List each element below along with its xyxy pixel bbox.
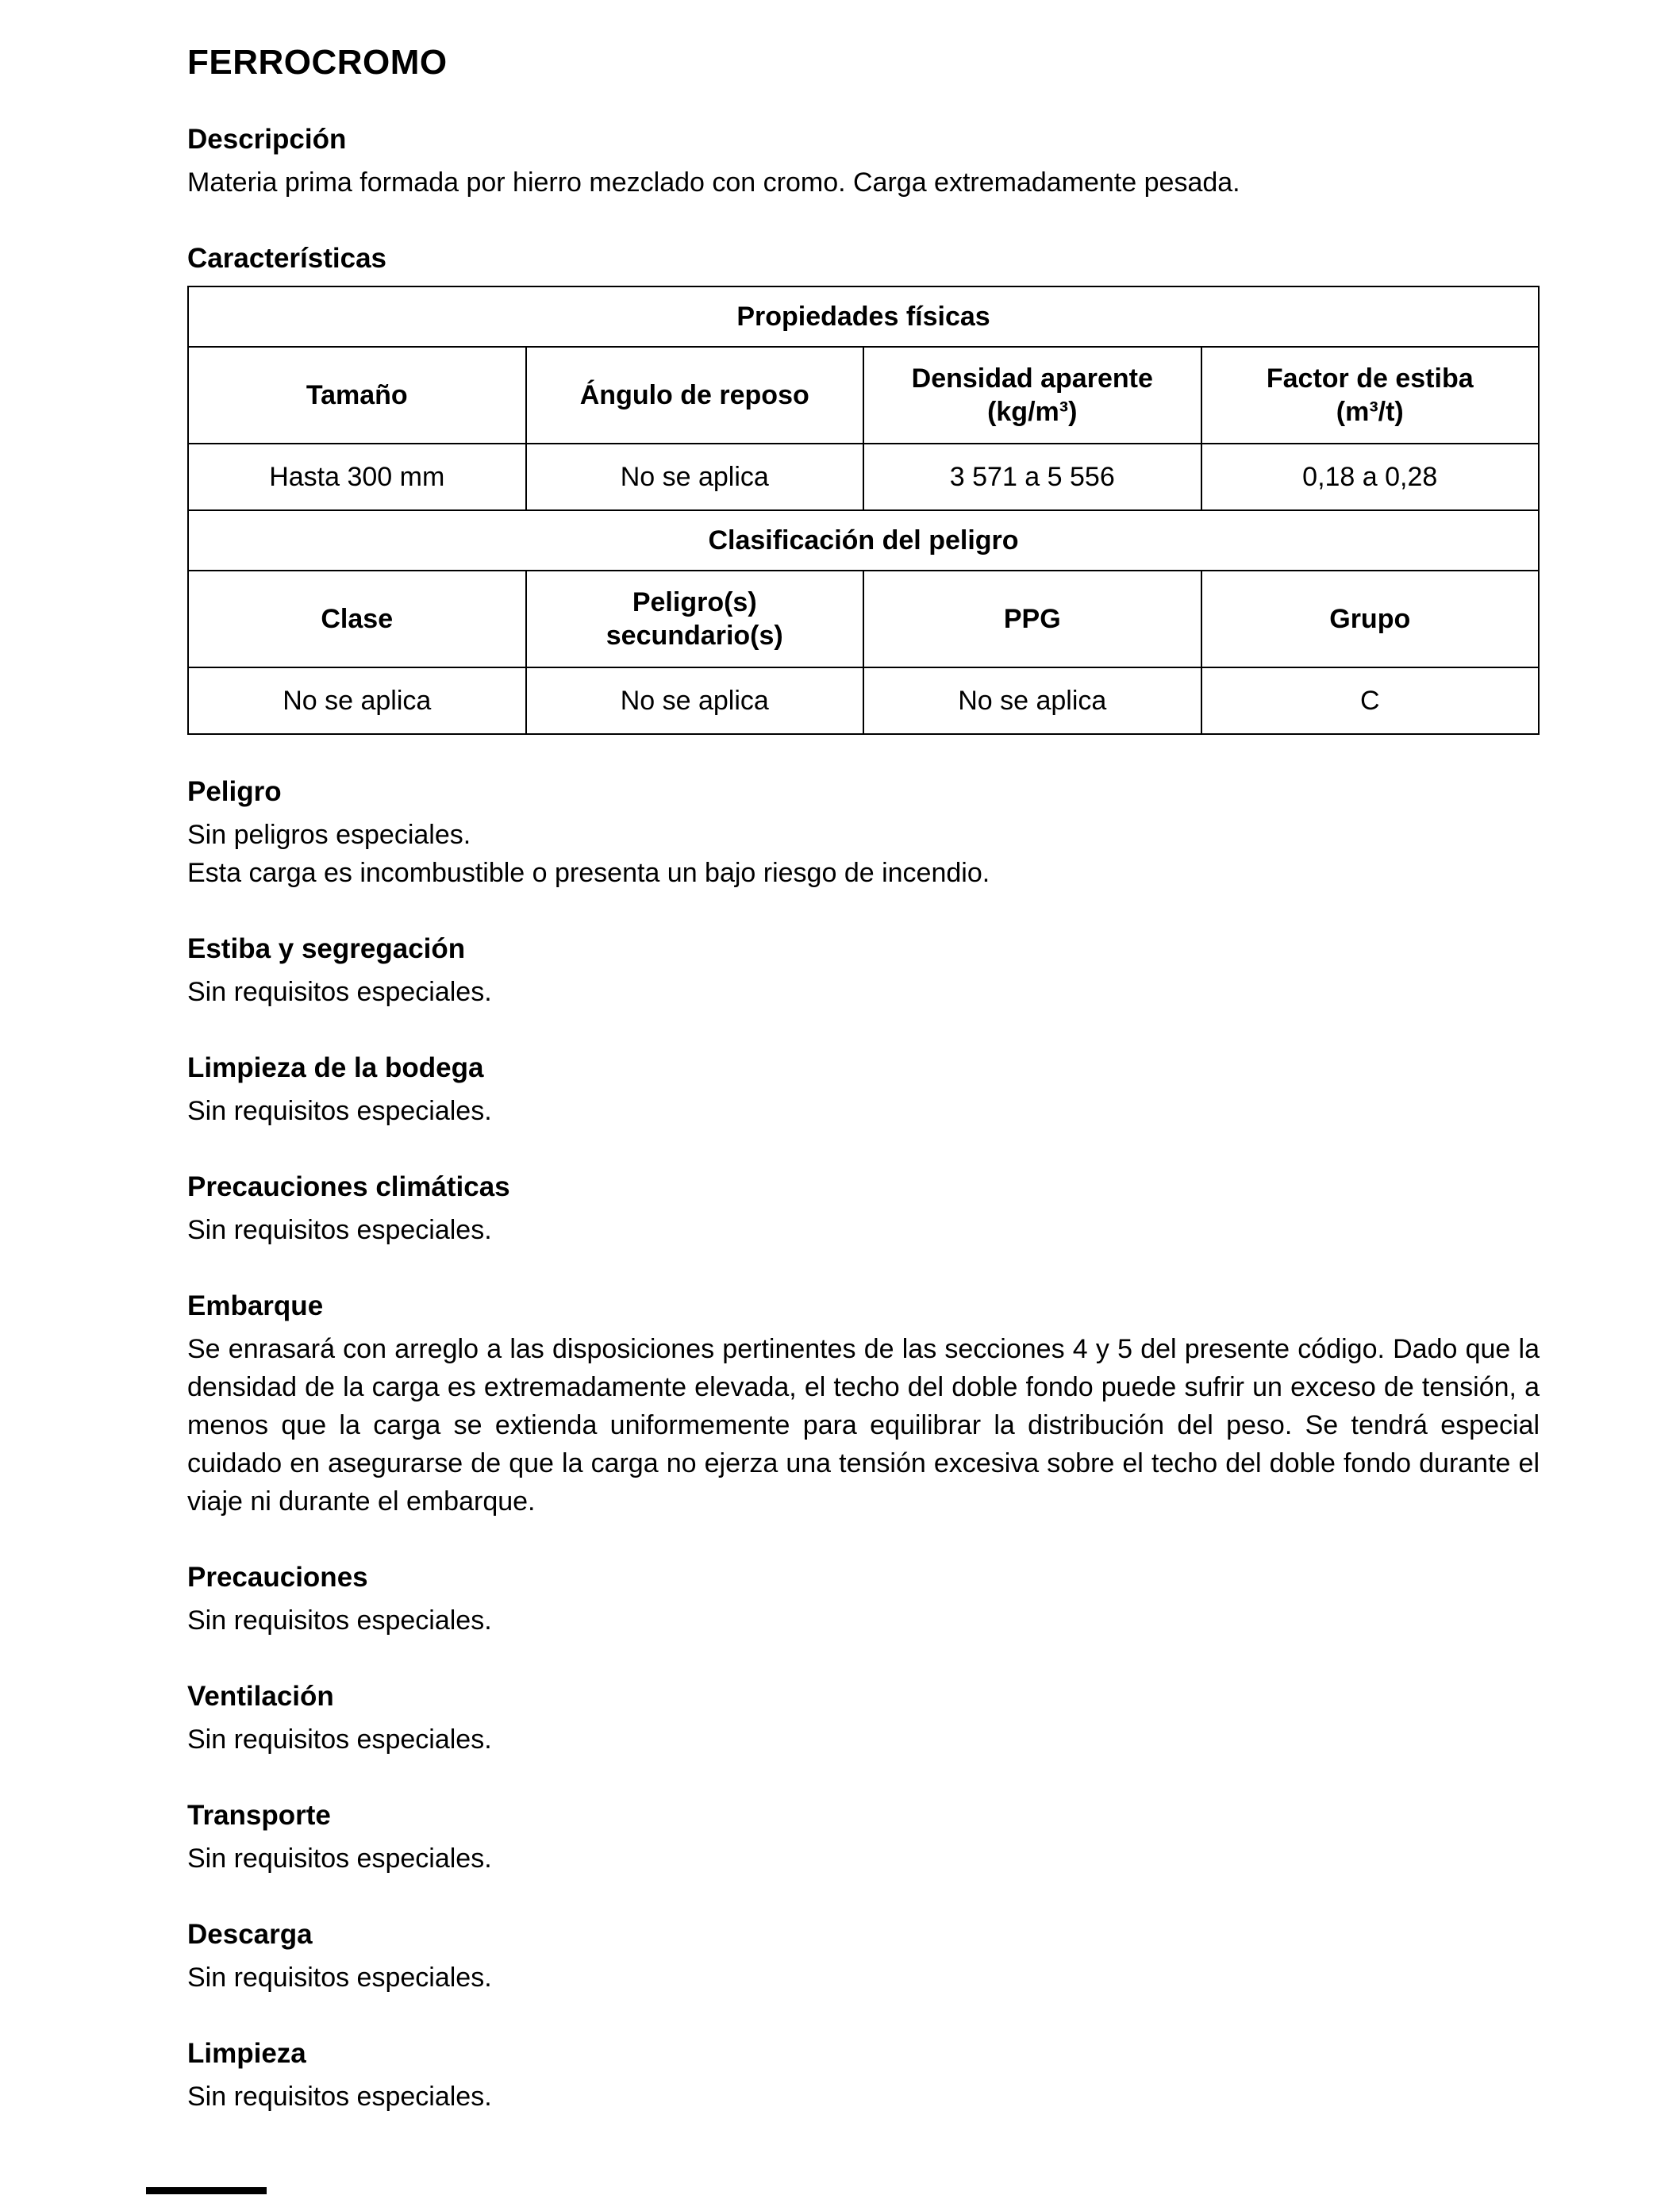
- col-header-unit: (m³/t): [1336, 397, 1404, 427]
- heading-estiba-y-segregacion: Estiba y segregación: [187, 933, 466, 964]
- col-header-clase: [188, 571, 526, 667]
- page-bottom-mark: [146, 2187, 267, 2194]
- heading-transporte: Transporte: [187, 1800, 331, 1831]
- cell-densidad-aparente: 3 571 a 5 556: [863, 444, 1201, 510]
- heading-peligro: Peligro: [187, 776, 282, 807]
- paragraph: Sin requisitos especiales.: [187, 2082, 492, 2112]
- paragraph: Esta carga es incombustible o presenta un bajo riesgo de incendio.: [187, 858, 990, 888]
- paragraph: Sin peligros especiales.: [187, 820, 471, 850]
- col-header-peligros-secundarios: [526, 571, 864, 667]
- col-header-label: Grupo: [1329, 604, 1411, 634]
- table-row: [188, 571, 1539, 667]
- col-header-grupo: [1201, 571, 1540, 667]
- heading-embarque: Embarque: [187, 1290, 324, 1321]
- table-row: [188, 444, 1539, 510]
- paragraph: Se enrasará con arreglo a las disposiciones pertinentes de las secciones 4 y 5 del presente código. Dado que la densidad de la carga es extremadamente elevada, el techo del doble fondo puede sufrir un exceso de tensión, a menos que la carga se extienda uniformemente para equilibrar la distribución del peso. Se tendrá especial cuidado en asegurarse de que la carga no ejerza una tensión excesiva sobre el techo del doble fondo durante el viaje ni durante el embarque.: [187, 1334, 1540, 1517]
- section-descarga: [187, 1919, 1540, 1997]
- heading-precauciones-climaticas: Precauciones climáticas: [187, 1171, 510, 1202]
- col-header-ppg: [863, 571, 1201, 667]
- heading-limpieza: Limpieza: [187, 2038, 306, 2069]
- section-precauciones-climaticas: [187, 1171, 1540, 1249]
- col-header-angulo-de-reposo: [526, 347, 864, 444]
- paragraph: Sin requisitos especiales.: [187, 1963, 492, 1993]
- page-title: FERROCROMO: [187, 43, 448, 82]
- table-row: [188, 510, 1539, 571]
- section-limpieza: [187, 2038, 1540, 2116]
- col-header-label: Densidad aparente: [911, 363, 1153, 394]
- cell-ppg: No se aplica: [863, 667, 1201, 734]
- heading-ventilacion: Ventilación: [187, 1681, 334, 1712]
- col-header-label: PPG: [1003, 604, 1061, 634]
- cell-tamano: Hasta 300 mm: [188, 444, 526, 510]
- section-estiba-y-segregacion: [187, 933, 1540, 1011]
- cell-grupo: C: [1201, 667, 1540, 734]
- heading-descarga: Descarga: [187, 1919, 313, 1950]
- col-header-densidad-aparente: [863, 347, 1201, 444]
- section-precauciones: [187, 1562, 1540, 1640]
- paragraph: Sin requisitos especiales.: [187, 977, 492, 1007]
- section-embarque: [187, 1290, 1540, 1521]
- section-ventilacion: [187, 1681, 1540, 1759]
- col-header-label: Tamaño: [306, 380, 408, 410]
- heading-limpieza-de-la-bodega: Limpieza de la bodega: [187, 1052, 484, 1083]
- heading-descripcion: Descripción: [187, 124, 347, 155]
- col-header-label: secundario(s): [605, 621, 783, 651]
- col-header-factor-de-estiba: [1201, 347, 1540, 444]
- table-row: [188, 347, 1539, 444]
- table-row: [188, 667, 1539, 734]
- table-section-title-propiedades-fisicas: Propiedades físicas: [188, 286, 1539, 347]
- paragraph: Sin requisitos especiales.: [187, 1844, 492, 1874]
- section-peligro: [187, 776, 1540, 892]
- paragraph-descripcion: Materia prima formada por hierro mezclado con cromo. Carga extremadamente pesada.: [187, 167, 1240, 198]
- col-header-label: Factor de estiba: [1266, 363, 1474, 394]
- heading-precauciones: Precauciones: [187, 1562, 368, 1593]
- paragraph: Sin requisitos especiales.: [187, 1096, 492, 1126]
- table-section-title-clasificacion-del-peligro: Clasificación del peligro: [188, 510, 1539, 571]
- characteristics-table: [187, 286, 1540, 735]
- section-transporte: [187, 1800, 1540, 1878]
- cell-peligros-secundarios: No se aplica: [526, 667, 864, 734]
- cell-clase: No se aplica: [188, 667, 526, 734]
- cell-angulo-de-reposo: No se aplica: [526, 444, 864, 510]
- col-header-unit: (kg/m³): [987, 397, 1078, 427]
- section-limpieza-de-la-bodega: [187, 1052, 1540, 1130]
- paragraph: Sin requisitos especiales.: [187, 1605, 492, 1636]
- col-header-label: Clase: [321, 604, 394, 634]
- cell-factor-de-estiba: 0,18 a 0,28: [1201, 444, 1540, 510]
- col-header-label: Peligro(s): [632, 587, 757, 617]
- col-header-label: Ángulo de reposo: [579, 380, 809, 410]
- paragraph: Sin requisitos especiales.: [187, 1215, 492, 1245]
- paragraph: Sin requisitos especiales.: [187, 1724, 492, 1755]
- table-row: [188, 286, 1539, 347]
- col-header-tamano: [188, 347, 526, 444]
- heading-caracteristicas: Características: [187, 243, 386, 274]
